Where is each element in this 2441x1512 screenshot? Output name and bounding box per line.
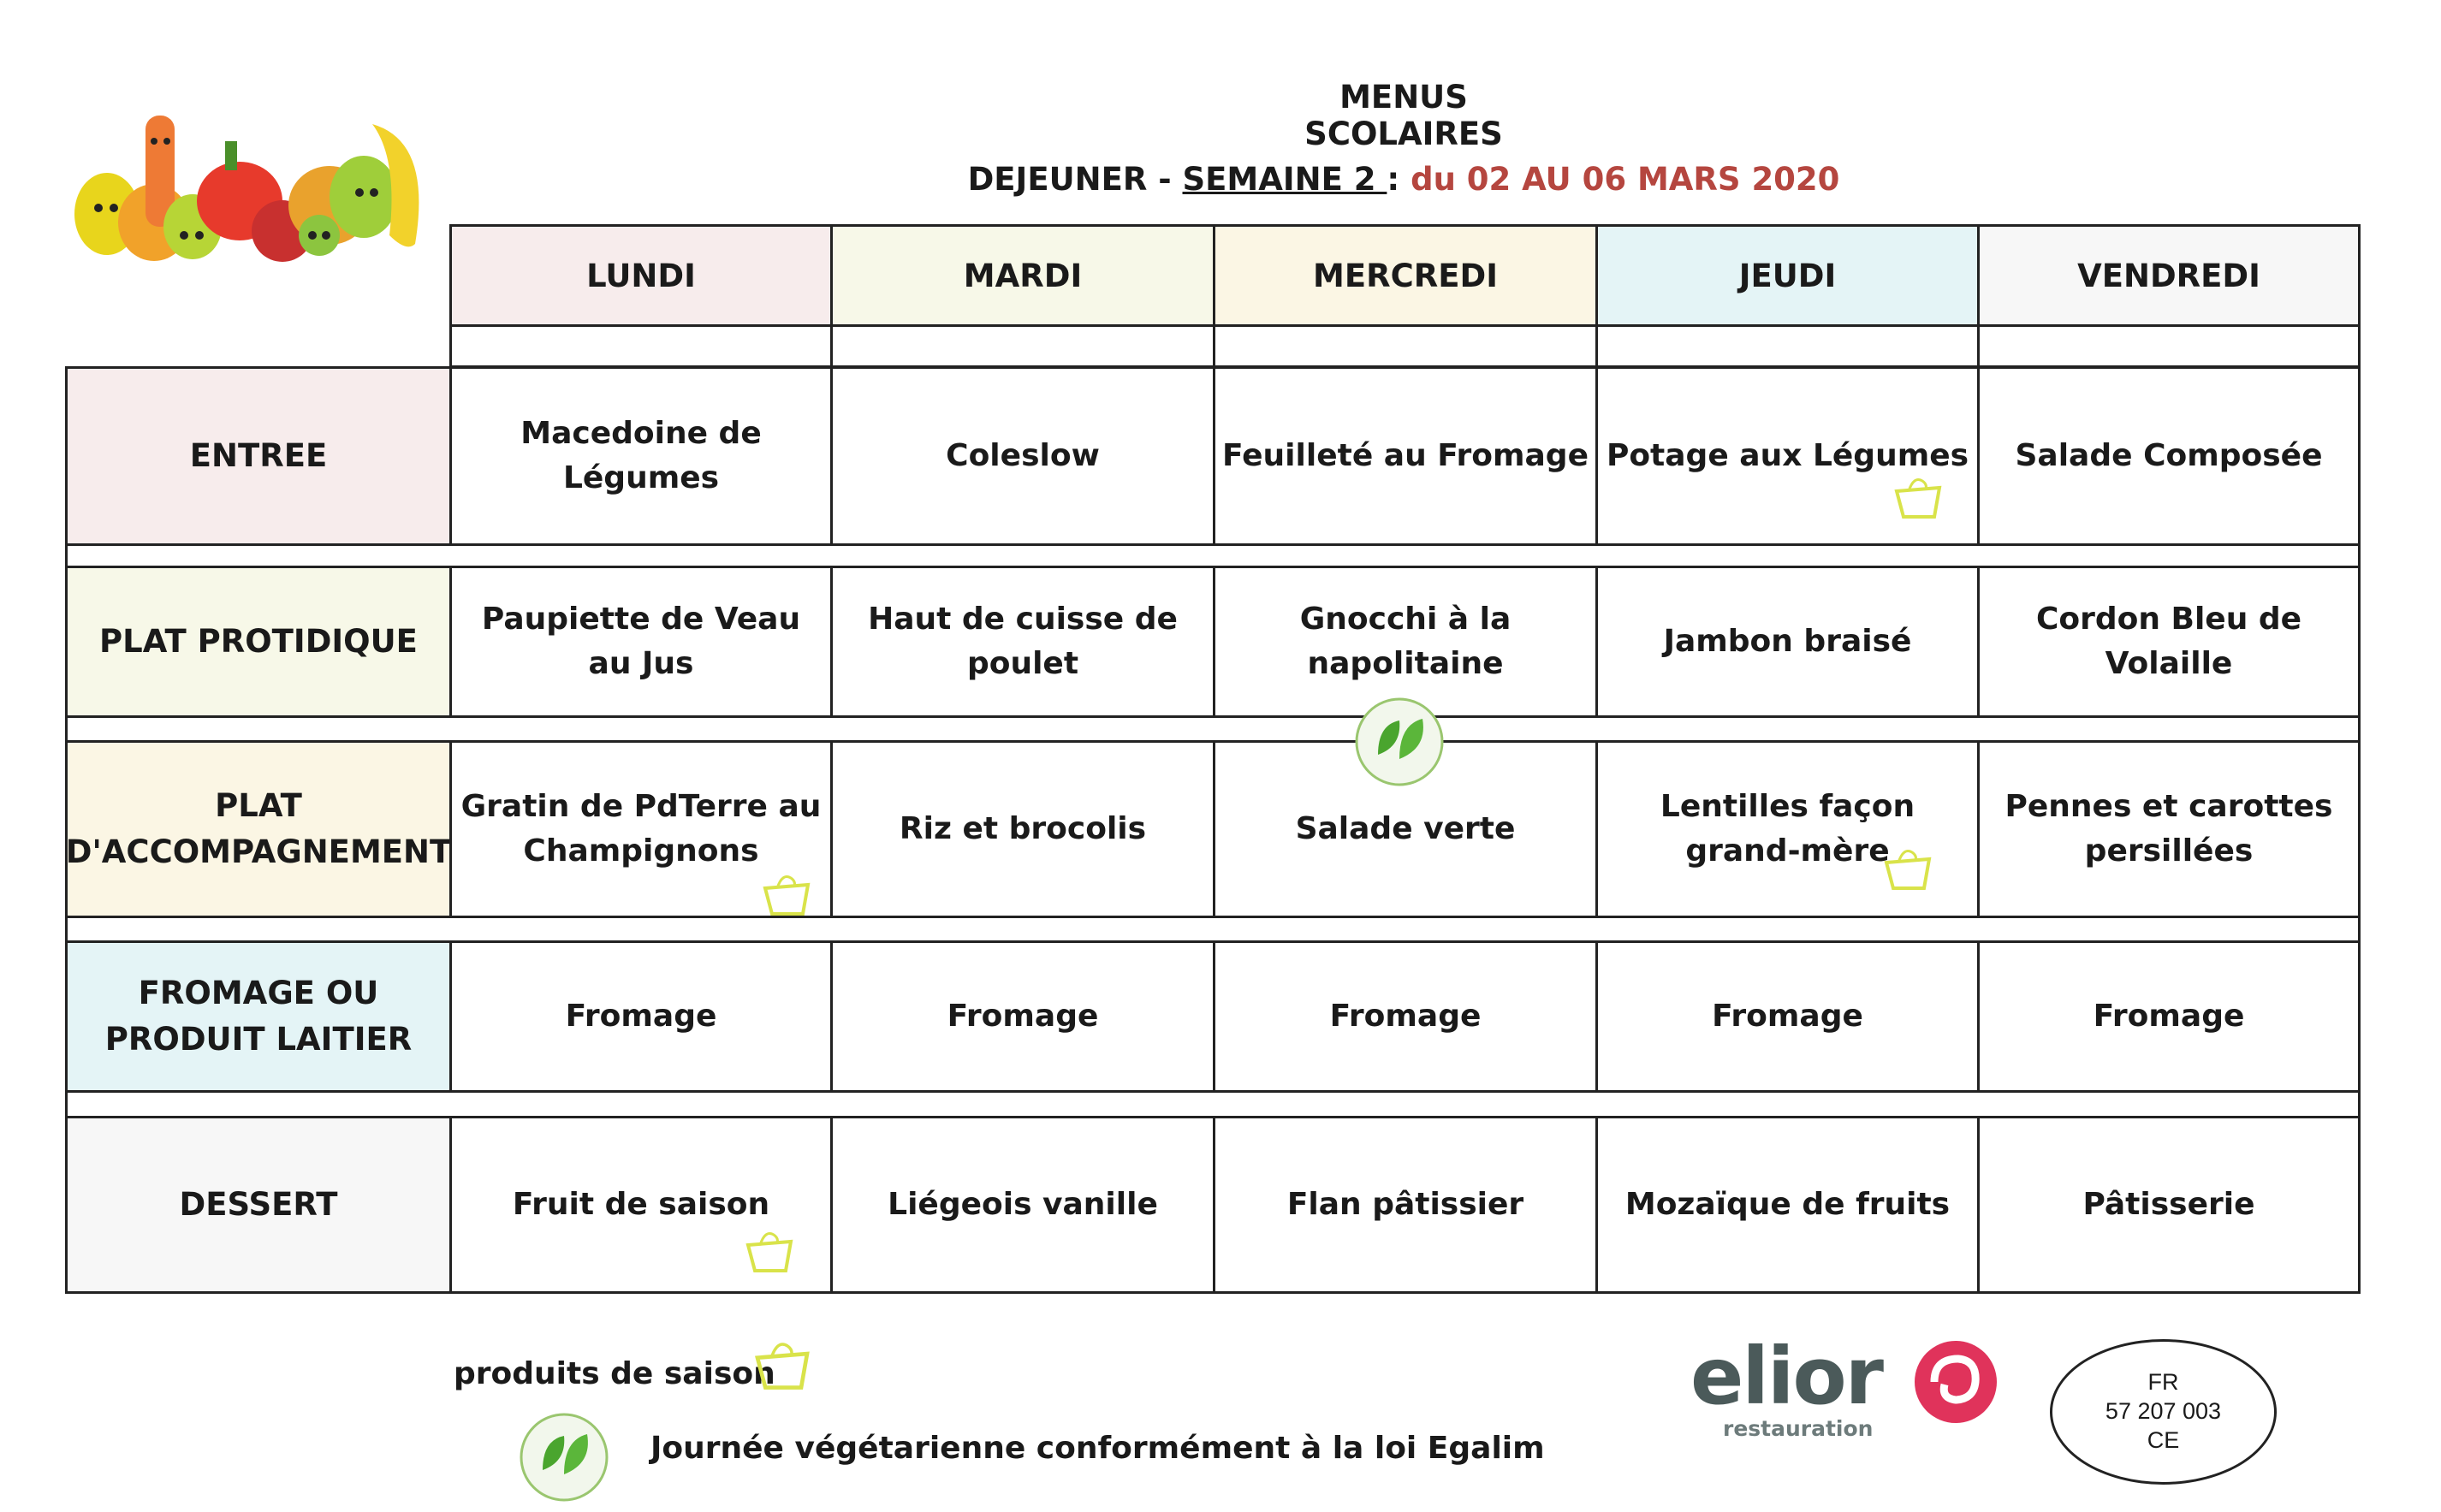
menu-cell: Fromage xyxy=(1977,940,2361,1093)
menu-cell: Paupiette de Veau au Jus xyxy=(449,566,833,718)
menu-cell: Fromage xyxy=(1213,940,1598,1093)
vegetarian-leaf-icon xyxy=(1352,695,1446,789)
menu-cell: Fruit de saison xyxy=(449,1116,833,1294)
menu-cell: Jambon braisé xyxy=(1595,566,1980,718)
seasonal-basket-icon xyxy=(1892,476,1945,520)
row-separator xyxy=(65,916,2361,943)
seasonal-basket-icon xyxy=(1881,847,1934,892)
menu-cell: Cordon Bleu de Volaille xyxy=(1977,566,2361,718)
subtitle-week: SEMAINE 2 xyxy=(1182,161,1387,198)
header-strip xyxy=(449,327,833,368)
menu-cell: Fromage xyxy=(1595,940,1980,1093)
menu-cell: Salade verte xyxy=(1213,740,1598,918)
menu-cell: Mozaïque de fruits xyxy=(1595,1116,1980,1294)
row-separator xyxy=(65,1090,2361,1118)
fruits-vegetables-illustration xyxy=(73,107,441,270)
stamp-line2: 57 207 003 xyxy=(2105,1398,2222,1425)
menu-cell: Gnocchi à la napolitaine xyxy=(1213,566,1598,718)
page-title: MENUS SCOLAIRES xyxy=(1304,79,1503,152)
menu-cell: Feuilleté au Fromage xyxy=(1213,366,1598,546)
header-strip xyxy=(830,327,1215,368)
menu-cell: Liégeois vanille xyxy=(830,1116,1215,1294)
row-separator xyxy=(65,715,2361,743)
menu-cell: Pâtisserie xyxy=(1977,1116,2361,1294)
subtitle-colon: : xyxy=(1387,161,1411,198)
menu-cell: Pennes et carottes persillées xyxy=(1977,740,2361,918)
header-strip xyxy=(1977,327,2361,368)
row-label-plat-protidique: PLAT PROTIDIQUE xyxy=(65,566,452,718)
day-header-mercredi: MERCREDI xyxy=(1213,224,1598,327)
row-label-fromage: FROMAGE OU PRODUIT LAITIER xyxy=(65,940,452,1093)
legend-vegetarian-label: Journée végétarienne conformément à la loi Egalim xyxy=(650,1431,1545,1466)
menu-cell: Fromage xyxy=(449,940,833,1093)
day-header-jeudi: JEUDI xyxy=(1595,224,1980,327)
menu-cell: Fromage xyxy=(830,940,1215,1093)
seasonal-basket-icon xyxy=(760,873,813,917)
menu-cell: Flan pâtissier xyxy=(1213,1116,1598,1294)
row-label-entree: ENTREE xyxy=(65,366,452,546)
elior-logo xyxy=(1690,1331,2016,1450)
stamp-line3: CE xyxy=(2147,1426,2180,1453)
legend-seasonal-label: produits de saison xyxy=(454,1356,775,1391)
stamp-line1: FR xyxy=(2147,1369,2179,1396)
subtitle-dates: du 02 AU 06 MARS 2020 xyxy=(1411,161,1840,198)
menu-cell: Haut de cuisse de poulet xyxy=(830,566,1215,718)
menu-cell: Macedoine de Légumes xyxy=(449,366,833,546)
day-header-lundi: LUNDI xyxy=(449,224,833,327)
seasonal-basket-icon xyxy=(743,1230,796,1274)
header-strip xyxy=(1595,327,1980,368)
row-separator xyxy=(65,543,2361,568)
day-header-vendredi: VENDREDI xyxy=(1977,224,2361,327)
menu-cell: Salade Composée xyxy=(1977,366,2361,546)
sanitary-stamp xyxy=(2050,1339,2277,1485)
menu-cell: Potage aux Légumes xyxy=(1595,366,1980,546)
header-strip xyxy=(1213,327,1598,368)
row-label-accompagnement: PLAT D'ACCOMPAGNEMENT xyxy=(65,740,452,918)
menu-cell: Coleslow xyxy=(830,366,1215,546)
menu-cell: Gratin de PdTerre au Champignons xyxy=(449,740,833,918)
logo-subtitle: restauration xyxy=(1723,1416,1874,1441)
seasonal-basket-icon xyxy=(751,1339,813,1392)
day-header-mardi: MARDI xyxy=(830,224,1215,327)
menu-cell: Lentilles façon grand-mère xyxy=(1595,740,1980,918)
menu-cell: Riz et brocolis xyxy=(830,740,1215,918)
page-subtitle xyxy=(856,161,1951,198)
logo-word: elior xyxy=(1690,1331,1883,1422)
elior-rose-icon xyxy=(1909,1335,2003,1429)
row-label-dessert: DESSERT xyxy=(65,1116,452,1294)
vegetarian-leaf-icon xyxy=(517,1410,611,1504)
subtitle-meal: DEJEUNER - xyxy=(967,161,1183,198)
